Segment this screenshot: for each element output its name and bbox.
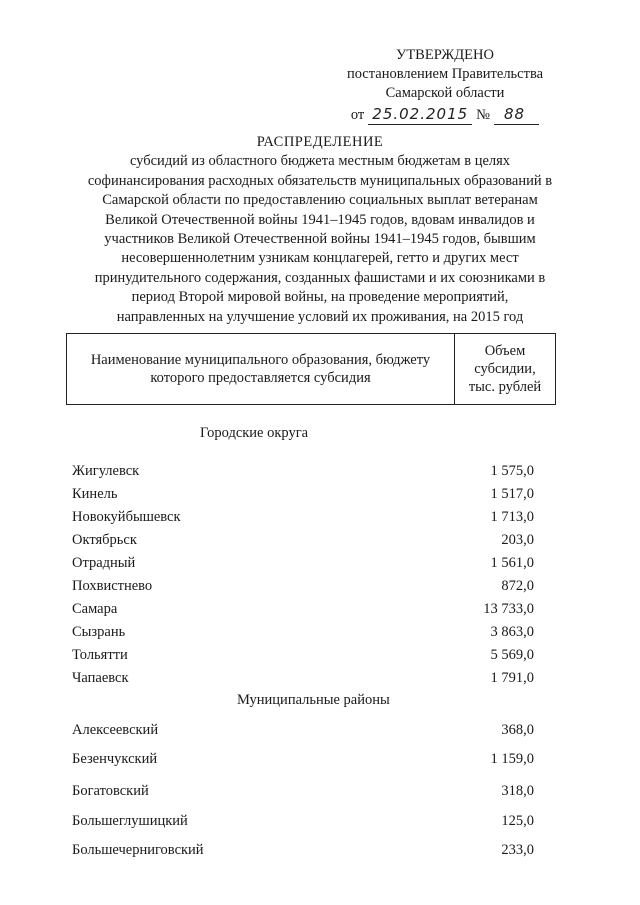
row-value: 13 733,0 [483,601,534,617]
row-name: Алексеевский [72,722,159,738]
row-value: 1 517,0 [490,486,534,502]
subtitle-line: субсидий из областного бюджета местным бюджетам в целях [129,153,511,170]
row-name: Большечерниговский [72,842,204,858]
table-row [72,509,534,529]
table-row [72,463,534,483]
header-name-column [67,334,455,404]
approval-line-1: постановлением Правительства [346,66,544,82]
row-name: Похвистнево [72,578,153,594]
table-row [72,813,534,833]
approval-date-row [330,105,560,125]
document-title: РАСПРЕДЕЛЕНИЕ [256,134,384,150]
header-volume-column [455,334,555,404]
subtitle-line: участников Великой Отечественной войны 1941–1945 годов, бывшим [104,231,536,248]
section-title-city-districts: Городские округа [200,425,309,441]
from-label: от [350,107,365,123]
table-row [72,722,534,742]
approved-label: УТВЕРЖДЕНО [396,47,494,63]
subtitle-line: Самарской области по предоставлению социальных выплат ветеранам [102,192,538,209]
table-row [72,578,534,598]
number-label: № [476,107,491,123]
header-name-line: которого предоставляется субсидия [150,370,371,386]
section-title-municipal-districts: Муниципальные районы [237,692,390,708]
row-name: Сызрань [72,624,126,640]
row-value: 1 713,0 [490,509,534,525]
header-volume-line: тыс. рублей [468,379,542,395]
approval-date: 25.02.2015 [368,105,472,125]
header-volume-line: Объем [484,343,526,359]
approval-block [330,46,560,125]
row-name: Октябрьск [72,532,137,548]
row-name: Кинель [72,486,118,502]
table-row [72,601,534,621]
row-value: 233,0 [501,842,534,858]
approval-line-2: Самарской области [385,85,505,101]
row-name: Новокуйбышевск [72,509,181,525]
row-value: 872,0 [501,578,534,594]
row-value: 368,0 [501,722,534,738]
approval-number: 88 [494,105,539,125]
subtitle-line: софинансирования расходных обязательств муниципальных образований в [87,172,553,189]
row-name: Большеглушицкий [72,813,188,829]
table-row [72,842,534,862]
table-header [66,333,556,405]
row-value: 203,0 [501,532,534,548]
row-name: Тольятти [72,647,128,663]
table-row [72,647,534,667]
row-name: Чапаевск [72,670,129,686]
row-value: 5 569,0 [490,647,534,663]
row-value: 125,0 [501,813,534,829]
subtitle-line: период Второй мировой войны, на проведение мероприятий, [131,289,509,306]
table-row [72,783,534,803]
table-row [72,555,534,575]
row-name: Жигулевск [72,463,140,479]
subtitle-line: несовершеннолетним узникам концлагерей, гетто и других мест [121,250,519,267]
header-volume-line: субсидии, [474,361,536,377]
table-row [72,486,534,506]
row-name: Безенчукский [72,751,158,767]
subtitle-line: Великой Отечественной войны 1941–1945 годов, вдовам инвалидов и [105,211,535,228]
row-value: 318,0 [501,783,534,799]
table-row [72,751,534,771]
header-name-line: Наименование муниципального образования, бюджету [90,352,431,368]
row-name: Самара [72,601,118,617]
row-value: 1 159,0 [490,751,534,767]
table-row [72,624,534,644]
row-value: 3 863,0 [490,624,534,640]
document-title-block [70,133,570,327]
row-name: Богатовский [72,783,149,799]
subtitle-line: направленных на улучшение условий их проживания, на 2015 год [116,308,524,325]
row-value: 1 575,0 [490,463,534,479]
subtitle-line: принудительного содержания, созданных фашистами и их союзниками в [94,269,546,286]
table-row [72,670,534,690]
row-name: Отрадный [72,555,136,571]
row-value: 1 561,0 [490,555,534,571]
table-row [72,532,534,552]
row-value: 1 791,0 [490,670,534,686]
